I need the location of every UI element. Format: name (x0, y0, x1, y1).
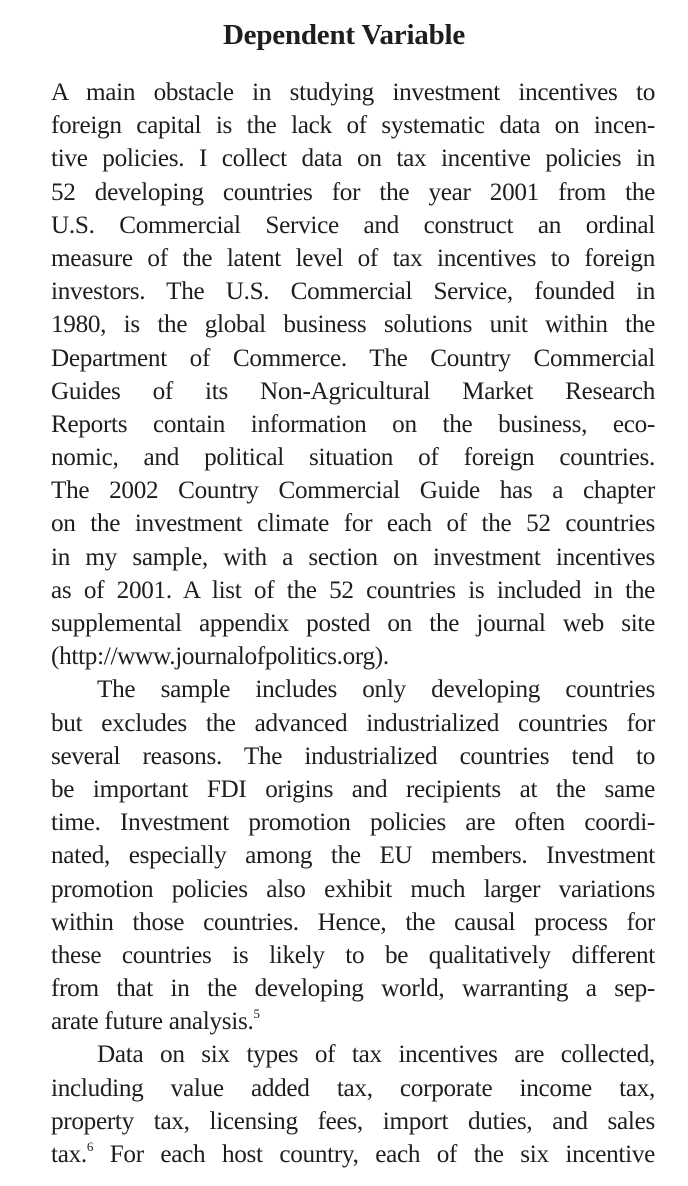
text-line: in my sample, with a section on investment incentives (51, 543, 655, 571)
text-line: 52 developing countries for the year 2001 from the (51, 178, 655, 206)
text-line: Guides of its Non-Agricultural Market Research (51, 377, 655, 405)
text-line: on the investment climate for each of the 52 countries (51, 510, 655, 538)
text-line: 1980, is the global business solutions unit within the (51, 311, 655, 339)
paragraph-2 (51, 673, 655, 1038)
text-line: these countries is likely to be qualitatively different (51, 941, 655, 969)
text-line: U.S. Commercial Service and construct an ordinal (51, 211, 655, 239)
text-line: property tax, licensing fees, import duties, and sales (51, 1107, 655, 1135)
text-line: The sample includes only developing countries (97, 676, 655, 704)
text-line: Department of Commerce. The Country Commercial (51, 344, 655, 372)
text-line: including value added tax, corporate income tax, (51, 1074, 655, 1102)
text-line: but excludes the advanced industrialized countries for (51, 709, 655, 737)
text-line: time. Investment promotion policies are often coordi- (51, 809, 655, 837)
text-line: Reports contain information on the business, eco- (51, 410, 655, 438)
paragraph-3 (51, 1038, 655, 1171)
text-line: A main obstacle in studying investment incentives to (51, 79, 655, 106)
text-line: measure of the latent level of tax incentives to foreign (51, 244, 655, 272)
footnote-ref-5[interactable]: 5 (253, 1006, 260, 1022)
text-line: The 2002 Country Commercial Guide has a chapter (51, 477, 655, 505)
article-body (51, 76, 655, 1171)
text-line: nated, especially among the EU members. Investment (51, 842, 655, 870)
text-line: as of 2001. A list of the 52 countries is included in the (51, 576, 655, 604)
text-line: be important FDI origins and recipients at the same (51, 775, 655, 803)
text-line: promotion policies also exhibit much larger variations (51, 875, 655, 903)
text-line: from that in the developing world, warranting a sep- (51, 975, 655, 1003)
text-line: investors. The U.S. Commercial Service, founded in (51, 278, 655, 306)
paragraph-1 (51, 76, 655, 673)
text-segment: tax. (51, 1141, 87, 1168)
text-line-with-footnote (51, 1138, 655, 1171)
footnote-ref-6[interactable]: 6 (86, 1139, 94, 1154)
text-line-with-footnote (51, 1005, 655, 1038)
text-segment: arate future analysis. (51, 1008, 254, 1036)
text-line: Data on six types of tax incentives are collected, (97, 1041, 655, 1069)
section-heading: Dependent Variable (222, 19, 466, 51)
text-line: supplemental appendix posted on the journal web site (51, 610, 655, 637)
text-line: several reasons. The industrialized countries tend to (51, 742, 655, 770)
text-line: tive policies. I collect data on tax incentive policies in (51, 145, 655, 173)
text-line: nomic, and political situation of foreign countries. (51, 444, 655, 472)
text-line: foreign capital is the lack of systematic data on incen- (51, 112, 655, 140)
text-segment: For each host country, each of the six incentive (93, 1141, 655, 1168)
text-line: within those countries. Hence, the causal process for (51, 908, 655, 936)
journal-url-line[interactable]: (http://www.journalofpolitics.org). (51, 643, 389, 671)
